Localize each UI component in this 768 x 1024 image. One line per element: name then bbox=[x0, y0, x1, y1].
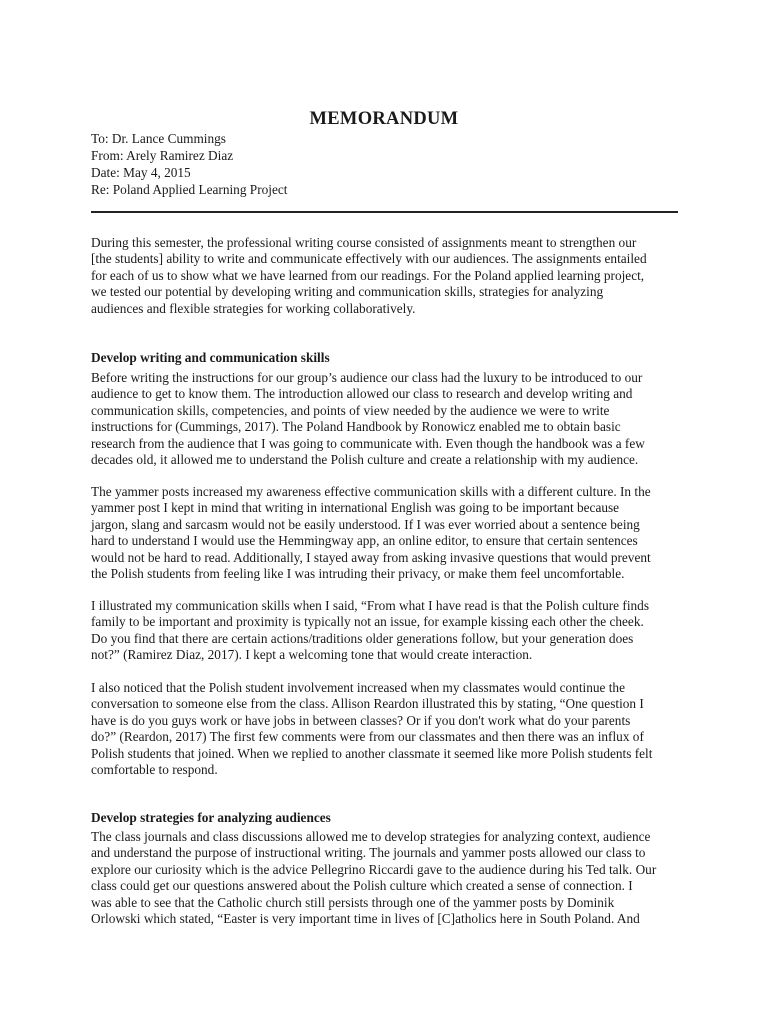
writing-skills-paragraph-3 bbox=[91, 598, 681, 664]
text-line: explore our curiosity which is the advice Pellegrino Riccardi gave to the audience during his Ted talk. Our bbox=[91, 861, 657, 877]
text-line: Orlowski which stated, “Easter is very important time in lives of [C]atholics here in South Poland. And bbox=[91, 911, 640, 927]
text-line: jargon, slang and sarcasm would not be easily understood. If I was ever worried about a sentence being bbox=[91, 516, 640, 532]
text-line: do?” (Reardon, 2017) The first few comments were from our classmates and then there was an influx of bbox=[91, 729, 644, 745]
text-line: The class journals and class discussions allowed me to develop strategies for analyzing context, audience bbox=[91, 829, 651, 844]
text-line: have is do you guys work or have jobs in between classes? Or if you don't work what do your parents bbox=[91, 712, 631, 728]
text-line: audiences and flexible strategies for working collaboratively. bbox=[91, 300, 416, 316]
memo-header bbox=[91, 130, 287, 198]
memo-subject: Re: Poland Applied Learning Project bbox=[91, 182, 288, 197]
text-line: and understand the purpose of instructional writing. The journals and yammer posts allowed our class to bbox=[91, 845, 646, 861]
text-line: Before writing the instructions for our group’s audience our class had the luxury to be introduced to our bbox=[91, 370, 643, 385]
text-line: not?” (Ramirez Diaz, 2017). I kept a welcoming tone that would create interaction. bbox=[91, 647, 533, 663]
text-line: Polish students that joined. When we replied to another classmate it seemed like more Polish students felt bbox=[91, 745, 653, 761]
text-line: I also noticed that the Polish student involvement increased when my classmates would continue the bbox=[91, 680, 625, 695]
text-line: During this semester, the professional writing course consisted of assignments meant to strengthen our bbox=[91, 235, 637, 250]
text-line: [the students] ability to write and communicate effectively with our audiences. The assignments entailed bbox=[91, 251, 647, 267]
memo-from: From: Arely Ramirez Diaz bbox=[91, 148, 234, 163]
memo-title: MEMORANDUM bbox=[309, 109, 459, 129]
text-line: communication skills, competencies, and points of view needed by the audience we were to write bbox=[91, 402, 610, 418]
writing-skills-paragraph-2 bbox=[91, 484, 681, 582]
text-line: hard to understand I would use the Hemmingway app, an online editor, to ensure that certain sentences bbox=[91, 533, 638, 549]
text-line: instructions for (Cummings, 2017). The Poland Handbook by Ronowicz enabled me to obtain basic bbox=[91, 419, 621, 435]
text-line: was able to see that the Catholic church still persists through one of the yammer posts by Dominik bbox=[91, 894, 615, 910]
text-line: would not be hard to read. Additionally, I stayed away from asking invasive questions that would prevent bbox=[91, 549, 651, 565]
section-heading-analyzing-audiences: Develop strategies for analyzing audiences bbox=[91, 810, 331, 825]
text-line: for each of us to show what we have learned from our readings. For the Poland applied learning project, bbox=[91, 267, 645, 283]
header-divider bbox=[91, 211, 678, 213]
writing-skills-paragraph-1 bbox=[91, 370, 681, 468]
memo-date: Date: May 4, 2015 bbox=[91, 165, 191, 180]
section-heading-writing-skills: Develop writing and communication skills bbox=[91, 350, 330, 365]
text-line: family to be important and proximity is typically not an issue, for example kissing each other the cheek. bbox=[91, 614, 644, 630]
text-line: the Polish students from feeling like I was intruding their privacy, or make them feel uncomfortable. bbox=[91, 566, 625, 582]
text-line: decades old, it allowed me to understand the Polish culture and create a relationship with my audience. bbox=[91, 452, 639, 468]
text-line: we tested our potential by developing writing and communication skills, strategies for analyzing bbox=[91, 284, 604, 300]
text-line: audience to get to know them. The introduction allowed our class to research and develop writing and bbox=[91, 386, 633, 402]
text-line: I illustrated my communication skills when I said, “From what I have read is that the Polish culture finds bbox=[91, 598, 649, 613]
text-line: Do you find that there are certain actions/traditions older generations follow, but your generation does bbox=[91, 630, 634, 646]
writing-skills-paragraph-4 bbox=[91, 680, 681, 778]
text-line: yammer post I kept in mind that writing in international English was going to be important because bbox=[91, 500, 620, 516]
analyzing-audiences-paragraph-1 bbox=[91, 829, 681, 927]
text-line: comfortable to respond. bbox=[91, 762, 218, 778]
text-line: research from the audience that I was going to communicate with. Even though the handbook was a few bbox=[91, 435, 645, 451]
text-line: class could get our questions answered about the Polish culture which created a sense of connection. I bbox=[91, 878, 633, 894]
text-line: The yammer posts increased my awareness effective communication skills with a different culture. In the bbox=[91, 484, 651, 499]
memo-to: To: Dr. Lance Cummings bbox=[91, 131, 226, 146]
intro-paragraph bbox=[91, 235, 681, 317]
text-line: conversation to someone else from the class. Allison Reardon illustrated this by stating, “One question I bbox=[91, 696, 644, 712]
